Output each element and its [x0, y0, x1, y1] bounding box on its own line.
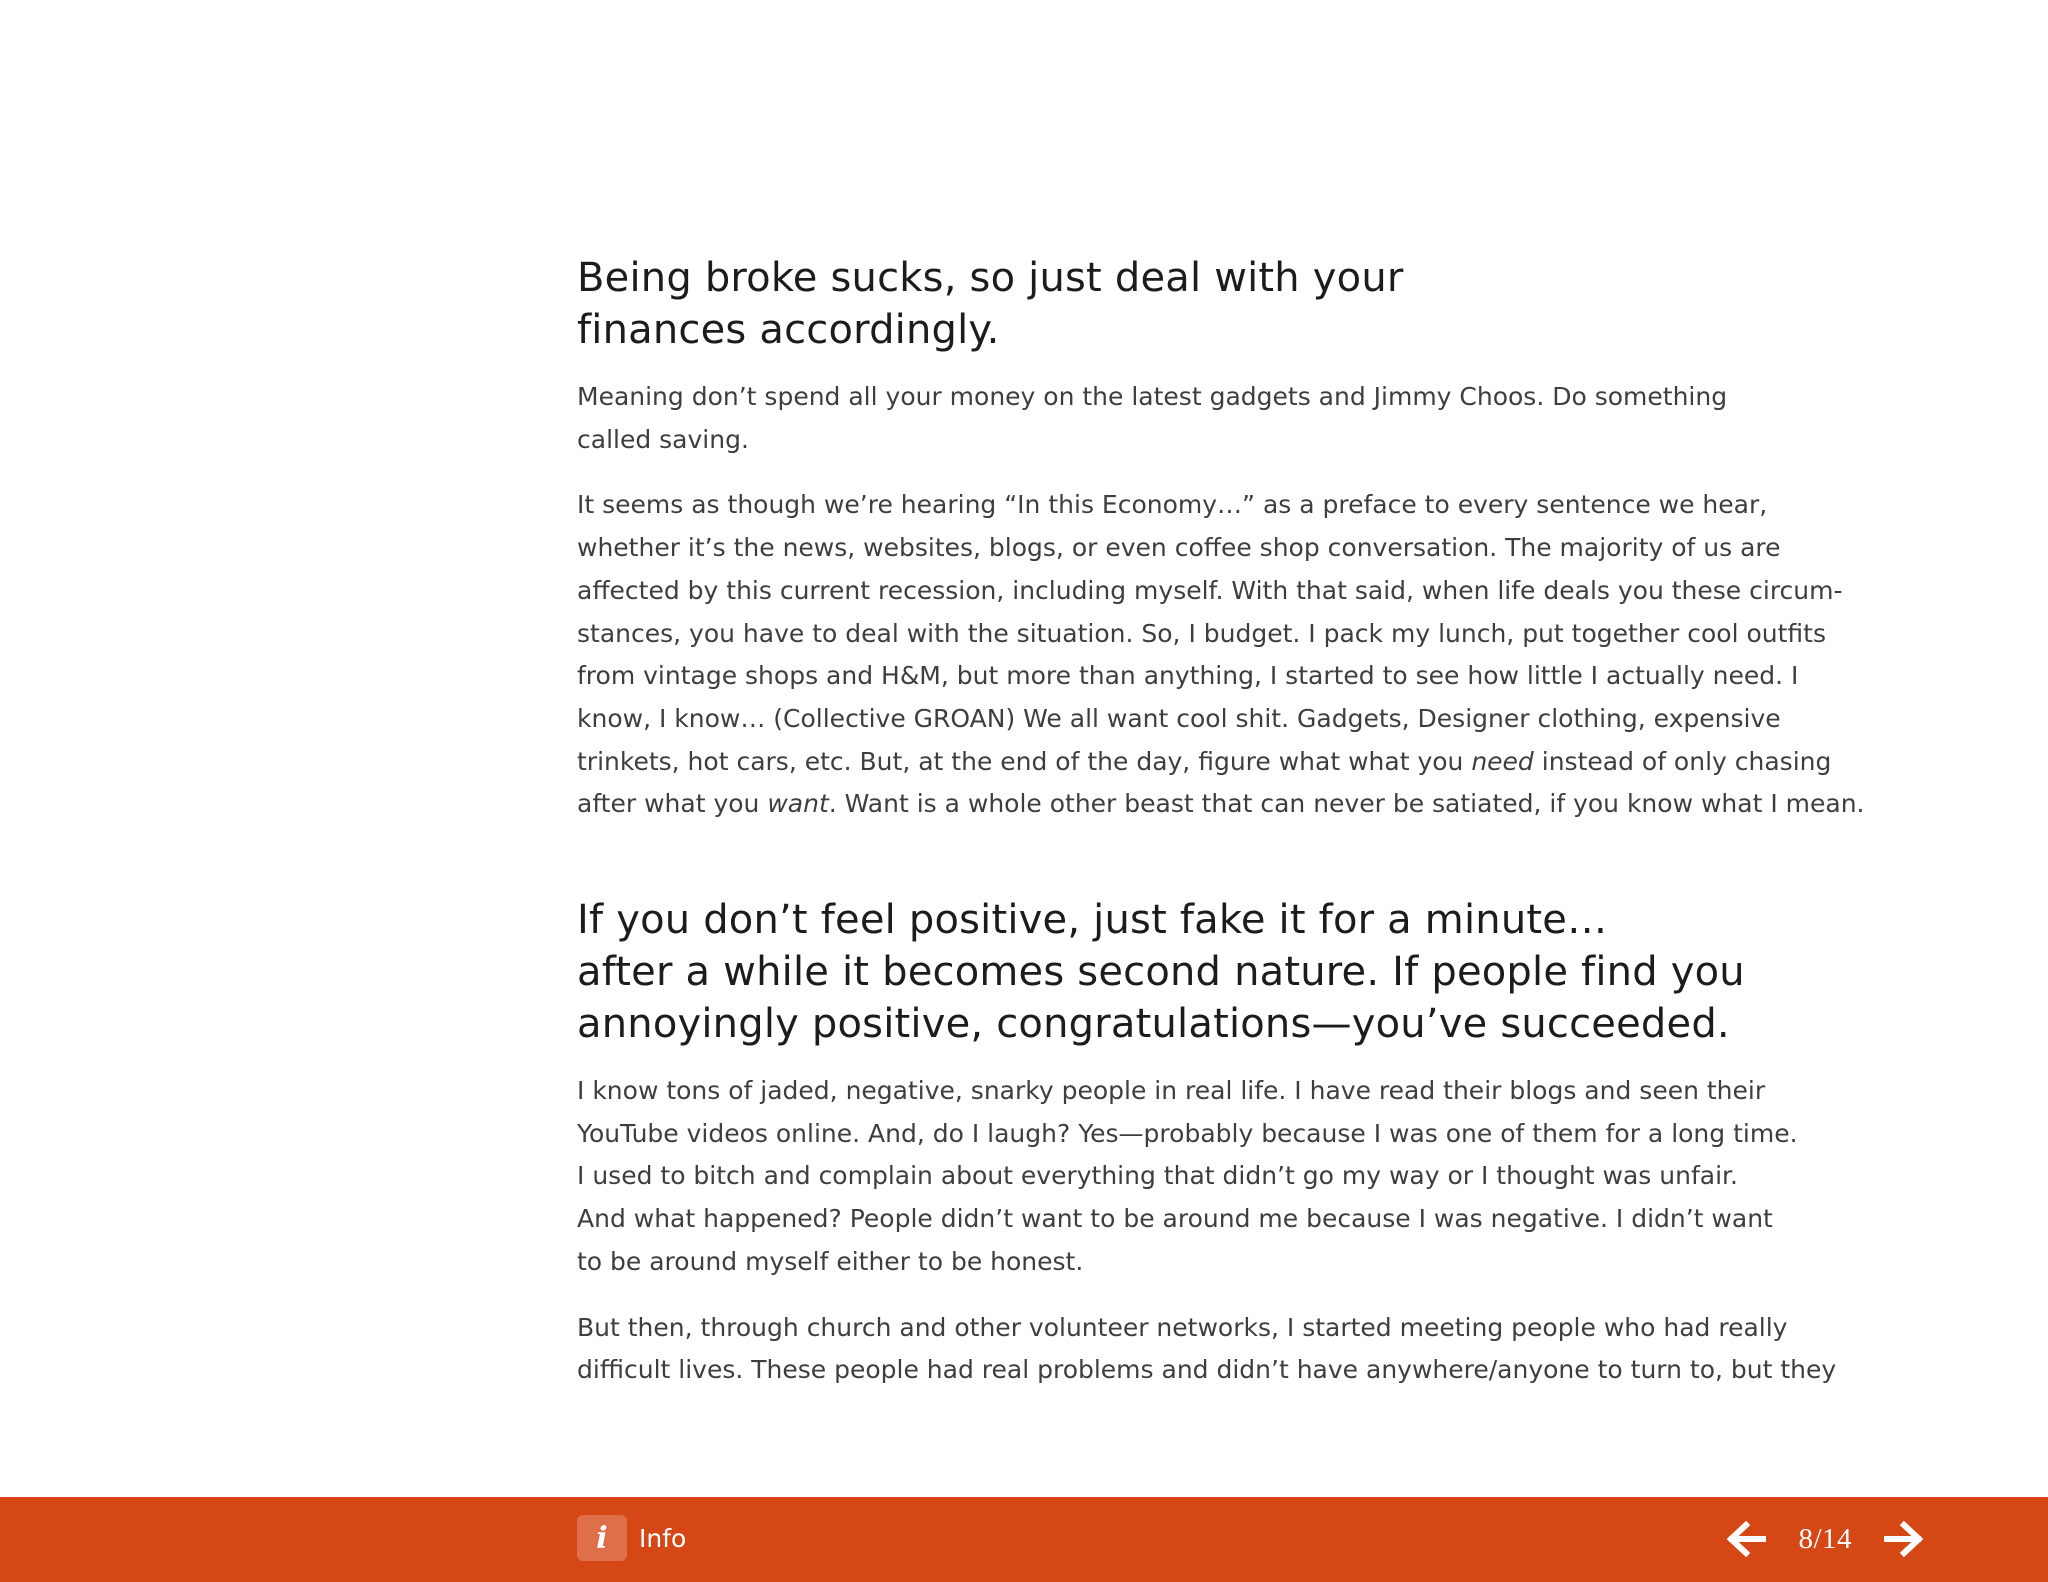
text-segment: trinkets, hot cars, etc. But, at the end of the day, figure what what you: [577, 746, 1472, 776]
paragraph-line: [577, 698, 1897, 741]
text-segment: instead of only chasing: [1533, 746, 1832, 776]
info-icon[interactable]: i: [577, 1515, 627, 1561]
text-segment: from vintage shops and H&M, but more than anything, I started to see how little I actually need. I: [577, 661, 1799, 691]
paragraph-line: [577, 1241, 1897, 1284]
text-segment: YouTube videos online. And, do I laugh? Yes—probably because I was one of them for a long time.: [577, 1118, 1798, 1148]
info-button[interactable]: [577, 1514, 686, 1562]
heading-line: annoyingly positive, congratulations—you’ve succeeded.: [577, 1001, 1730, 1048]
body-paragraph: [577, 376, 1897, 461]
text-segment: Meaning don’t spend all your money on the latest gadgets and Jimmy Choos. Do something: [577, 382, 1728, 411]
arrow-right-icon[interactable]: [1882, 1517, 1926, 1561]
heading-line: If you don’t feel positive, just fake it for a minute…: [577, 897, 1608, 944]
text-segment: I used to bitch and complain about everything that didn’t go my way or I thought was unfair.: [577, 1161, 1738, 1191]
section-heading: [577, 894, 1897, 1050]
arrow-left-icon[interactable]: [1724, 1517, 1768, 1561]
text-segment: after what you: [577, 789, 768, 819]
article-section: [577, 252, 1897, 826]
body-paragraph: [577, 484, 1897, 826]
paragraph-line: [577, 1307, 1897, 1350]
article-content: [577, 252, 1897, 1460]
text-segment: to be around myself either to be honest.: [577, 1246, 1084, 1276]
text-segment: affected by this current recession, including myself. With that said, when life deals you these circum-: [577, 575, 1843, 605]
paragraph-line: [577, 419, 1897, 462]
paragraph-line: [577, 484, 1897, 527]
paragraph-line: [577, 1070, 1897, 1113]
paragraph-line: [577, 1349, 1897, 1392]
text-segment: called saving.: [577, 424, 749, 454]
text-segment: stances, you have to deal with the situation. So, I budget. I pack my lunch, put together cool outfits: [577, 618, 1826, 648]
heading-line: after a while it becomes second nature. If people find you: [577, 949, 1745, 996]
heading-line: finances accordingly.: [577, 307, 1000, 353]
emphasized-text: want: [767, 789, 829, 819]
bottom-toolbar: [0, 1497, 2048, 1582]
emphasized-text: need: [1471, 746, 1534, 776]
body-paragraph: [577, 1070, 1897, 1284]
body-paragraph: [577, 1307, 1897, 1392]
paragraph-line: [577, 570, 1897, 613]
paragraph-line: [577, 527, 1897, 570]
text-segment: know, I know… (Collective GROAN) We all want cool shit. Gadgets, Designer clothing, expensive: [577, 703, 1781, 733]
info-label[interactable]: Info: [639, 1523, 687, 1553]
text-segment: . Want is a whole other beast that can never be satiated, if you know what I mean.: [828, 789, 1865, 819]
paragraph-line: [577, 741, 1897, 784]
text-segment: difficult lives. These people had real problems and didn’t have anywhere/anyone to turn to, but they: [577, 1355, 1837, 1385]
paragraph-line: [577, 1113, 1897, 1156]
text-segment: I know tons of jaded, negative, snarky people in real life. I have read their blogs and seen their: [577, 1076, 1766, 1106]
paragraph-line: [577, 655, 1897, 698]
article-section: [577, 894, 1897, 1392]
paragraph-line: [577, 1198, 1897, 1241]
section-heading: [577, 252, 1897, 356]
paragraph-line: [577, 783, 1897, 826]
paragraph-line: [577, 613, 1897, 656]
text-segment: And what happened? People didn’t want to be around me because I was negative. I didn’t want: [577, 1204, 1773, 1234]
paragraph-line: [577, 376, 1897, 419]
page-indicator: 8/14: [1798, 1522, 1852, 1555]
text-segment: whether it’s the news, websites, blogs, or even coffee shop conversation. The majority of us are: [577, 533, 1781, 563]
heading-line: Being broke sucks, so just deal with your: [577, 255, 1404, 301]
paragraph-line: [577, 1155, 1897, 1198]
text-segment: But then, through church and other volunteer networks, I started meeting people who had really: [577, 1312, 1788, 1342]
page-navigation: [1724, 1511, 1926, 1567]
text-segment: It seems as though we’re hearing “In this Economy…” as a preface to every sentence we hear,: [577, 490, 1768, 520]
